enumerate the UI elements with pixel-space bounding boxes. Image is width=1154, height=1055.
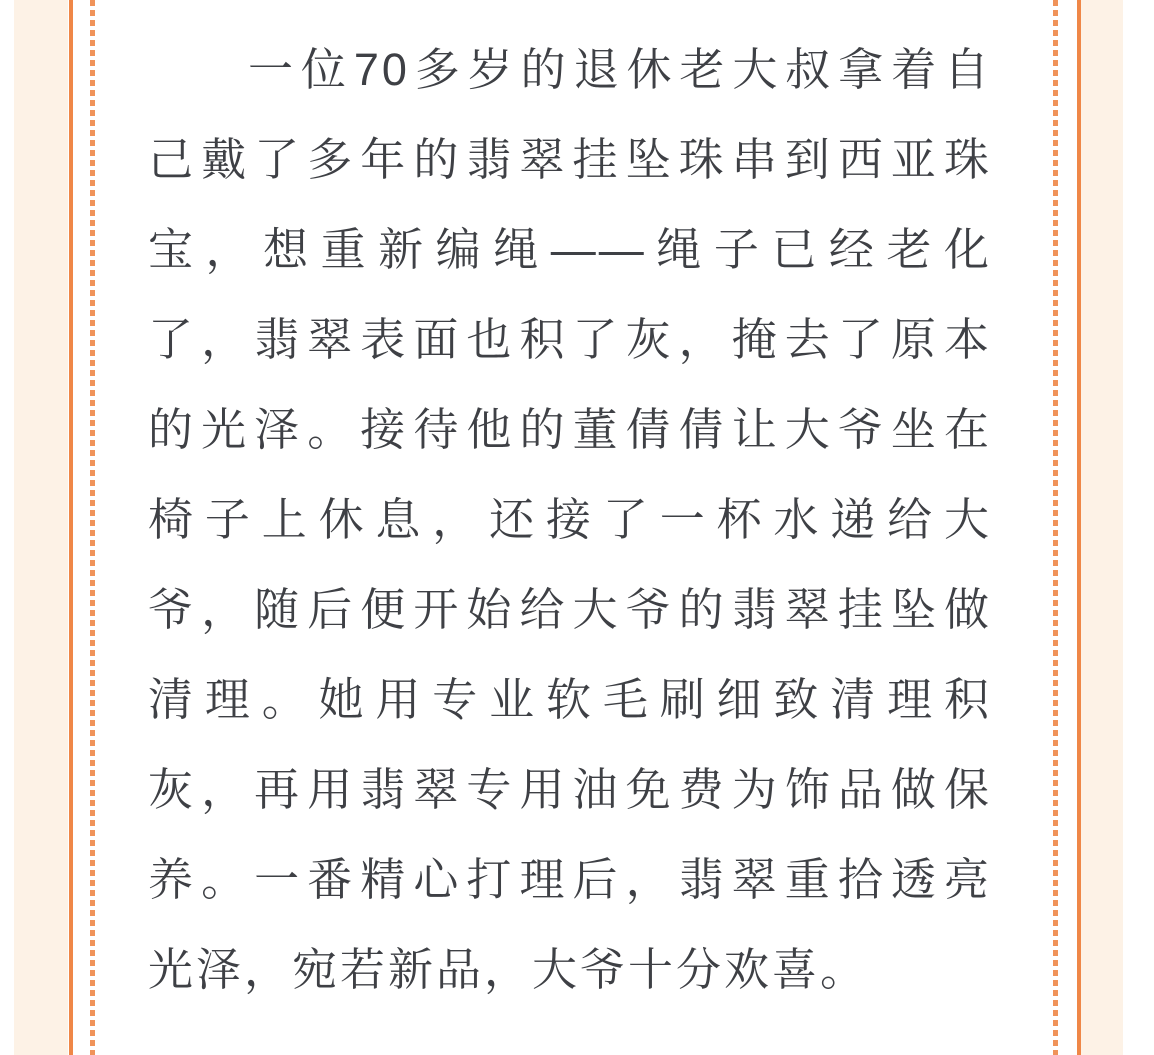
paragraph-line: 椅子上休息，还接了一杯水递给大	[148, 494, 992, 545]
left-margin-strip	[14, 0, 68, 1055]
paragraph-line: 的光泽。接待他的董倩倩让大爷坐在	[148, 404, 992, 455]
article-body	[95, 0, 1053, 1015]
paragraph-line: 灰，再用翡翠专用油免费为饰品做保	[148, 764, 992, 815]
paragraph-line: 一位70多岁的退休老大叔拿着自	[248, 44, 992, 95]
paragraph-line: 宝，想重新编绳——绳子已经老化	[148, 224, 992, 275]
paragraph-line: 了，翡翠表面也积了灰，掩去了原本	[148, 314, 992, 365]
paragraph-line: 己戴了多年的翡翠挂坠珠串到西亚珠	[148, 134, 992, 185]
paragraph-line: 养。一番精心打理后，翡翠重拾透亮	[148, 854, 992, 905]
paragraph-line: 光泽，宛若新品，大爷十分欢喜。	[148, 944, 869, 995]
left-solid-border	[69, 0, 73, 1055]
paragraph-line: 爷，随后便开始给大爷的翡翠挂坠做	[148, 584, 992, 635]
right-margin-strip	[1081, 0, 1123, 1055]
right-dashed-border	[1053, 0, 1058, 1055]
paragraph-line: 清理。她用专业软毛刷细致清理积	[148, 674, 992, 725]
